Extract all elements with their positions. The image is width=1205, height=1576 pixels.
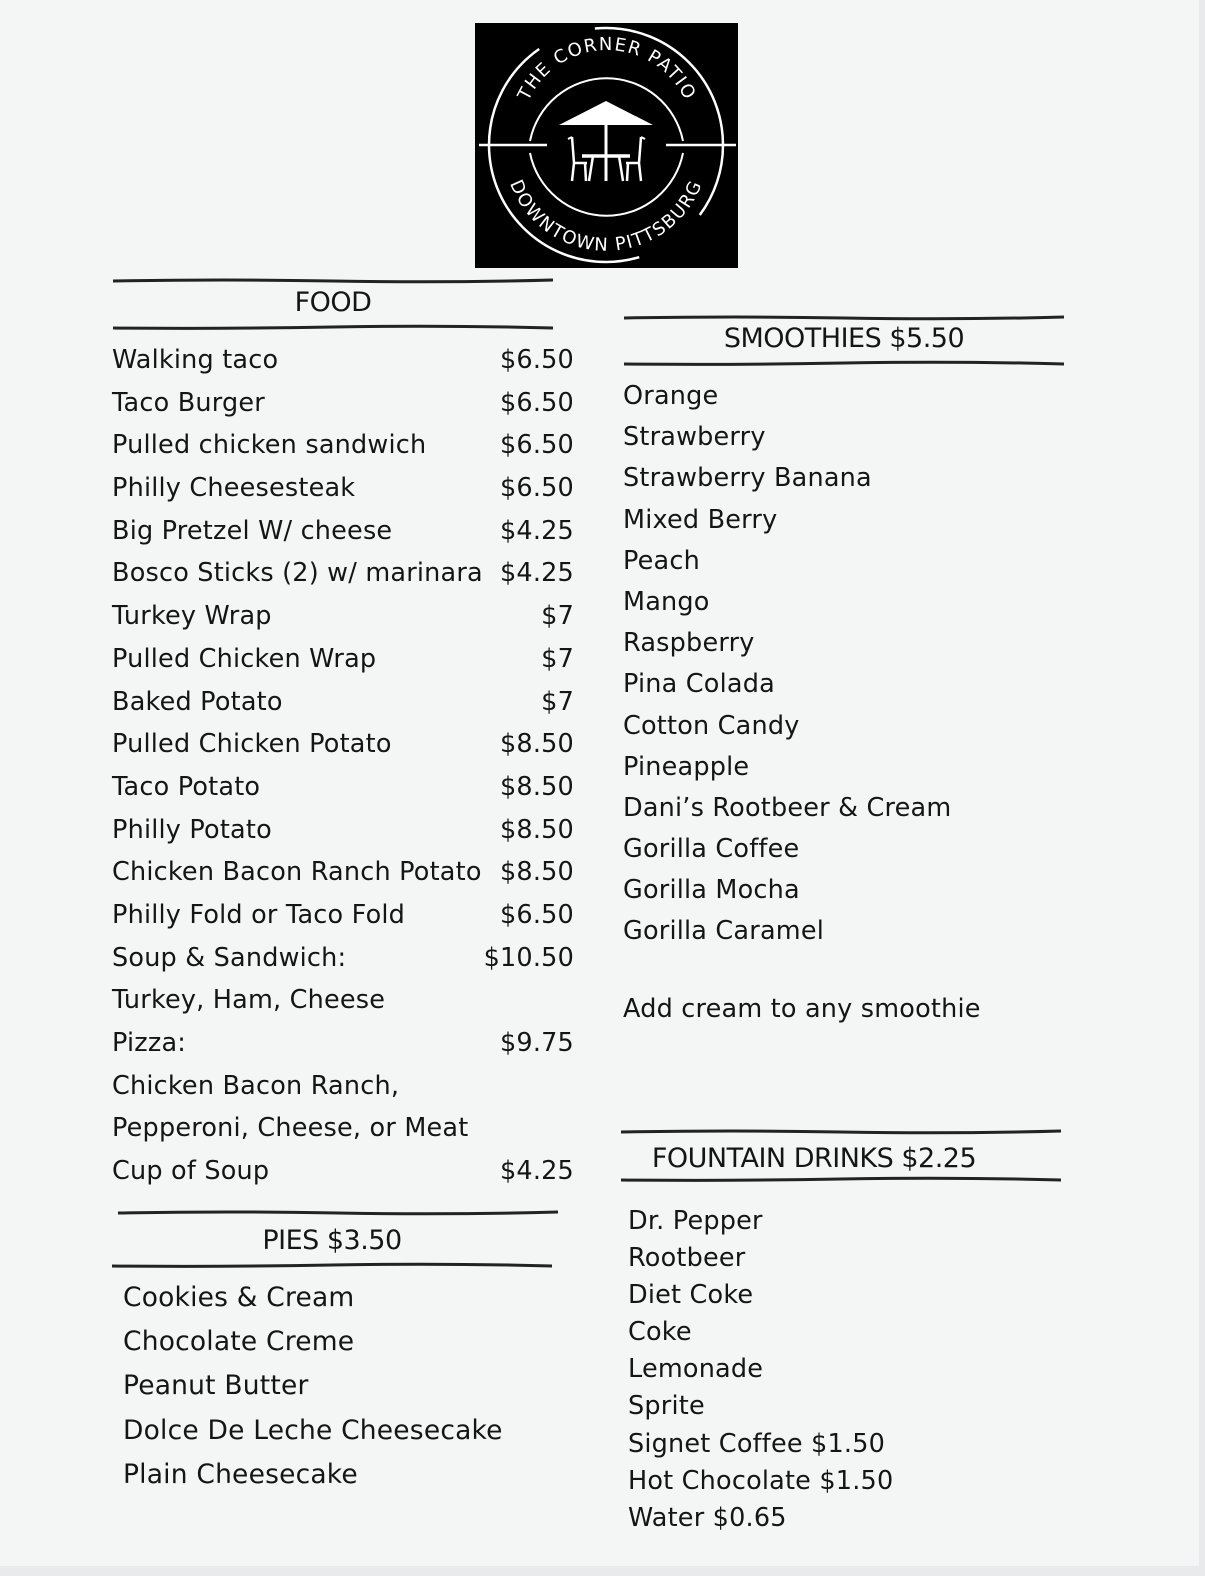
list-item: Rootbeer — [628, 1243, 746, 1274]
item-name: Pulled Chicken Potato — [112, 729, 392, 760]
item-name: Pulled Chicken Wrap — [112, 643, 377, 674]
list-item — [112, 467, 574, 510]
food-heading: FOOD — [294, 287, 372, 318]
list-item — [112, 638, 574, 681]
list-item: Lemonade — [628, 1354, 764, 1385]
item-name: Big Pretzel W/ cheese — [112, 515, 393, 546]
svg-text:THE CORNER PATIO — [513, 34, 700, 105]
list-item: Sprite — [628, 1391, 705, 1422]
list-item — [112, 894, 574, 937]
list-item — [112, 766, 574, 809]
list-item: Pineapple — [623, 751, 750, 782]
list-item — [112, 339, 574, 382]
item-name: Chicken Bacon Ranch Potato — [112, 857, 482, 888]
item-price: $8.50 — [499, 857, 574, 888]
list-item: Signet Coffee $1.50 — [628, 1428, 886, 1459]
list-item: Gorilla Caramel — [623, 916, 824, 947]
divider — [112, 1263, 552, 1269]
list-item: Strawberry — [623, 422, 766, 453]
item-price: $7 — [541, 643, 574, 674]
list-item — [112, 681, 574, 724]
item-name: Turkey, Ham, Cheese — [112, 985, 386, 1016]
list-item — [112, 1150, 574, 1193]
list-item: Water $0.65 — [628, 1502, 787, 1533]
divider — [624, 361, 1064, 367]
item-name: Philly Potato — [112, 814, 272, 845]
list-item — [112, 382, 574, 425]
logo-bottom-text: DOWNTOWN PITTSBURG — [505, 176, 707, 256]
list-item: Peach — [623, 545, 700, 576]
item-price: $8.50 — [499, 814, 574, 845]
item-price: $7 — [541, 686, 574, 717]
item-name: Pepperoni, Cheese, or Meat — [112, 1113, 469, 1144]
item-price: $6.50 — [499, 345, 574, 375]
divider — [621, 1129, 1061, 1135]
list-item: Cookies & Cream — [123, 1282, 355, 1313]
fountain-list — [628, 1203, 893, 1537]
list-item: Pina Colada — [623, 669, 775, 700]
item-price: $6.50 — [499, 387, 574, 418]
list-item: Mango — [623, 586, 710, 617]
list-item: Chocolate Creme — [123, 1326, 355, 1358]
list-item: Cotton Candy — [623, 710, 800, 741]
item-name: Soup & Sandwich: — [112, 942, 347, 973]
list-item: Orange — [623, 381, 719, 411]
list-item — [112, 723, 574, 766]
list-item: Dani’s Rootbeer & Cream — [623, 792, 952, 823]
smoothies-heading: SMOOTHIES $5.50 — [723, 323, 965, 354]
list-item: Gorilla Mocha — [623, 875, 800, 906]
divider — [624, 315, 1064, 321]
list-item: Diet Coke — [628, 1280, 754, 1311]
pies-list — [123, 1276, 503, 1497]
item-price: $9.75 — [499, 1028, 574, 1058]
item-price: $6.50 — [499, 473, 574, 504]
list-item: Coke — [628, 1317, 692, 1348]
list-item: Dolce De Leche Cheesecake — [123, 1414, 503, 1446]
list-item: Gorilla Coffee — [623, 834, 800, 865]
list-item: Dr. Pepper — [628, 1206, 763, 1236]
item-name: Cup of Soup — [112, 1156, 270, 1187]
list-item: Hot Chocolate $1.50 — [628, 1465, 894, 1496]
smoothies-list — [623, 376, 951, 953]
item-name: Pulled chicken sandwich — [112, 430, 427, 461]
list-item — [112, 1065, 574, 1108]
item-name: Philly Cheesesteak — [112, 473, 356, 504]
list-item: Mixed Berry — [623, 504, 778, 535]
item-name: Walking taco — [112, 345, 279, 375]
item-price: $7 — [541, 601, 574, 632]
divider — [113, 278, 553, 284]
item-price: $4.25 — [499, 1156, 574, 1187]
list-item — [112, 1022, 574, 1065]
patio-table-umbrella-icon — [475, 23, 738, 268]
divider — [118, 1210, 558, 1216]
list-item: Raspberry — [623, 628, 755, 659]
list-item — [112, 979, 574, 1022]
item-price: $6.50 — [499, 430, 574, 461]
divider — [113, 325, 553, 331]
logo-top-text: THE CORNER PATIO — [513, 34, 701, 104]
item-name: Bosco Sticks (2) w/ marinara — [112, 558, 483, 589]
smoothie-note: Add cream to any smoothie — [623, 994, 981, 1024]
list-item — [112, 851, 574, 894]
item-price: $4.25 — [499, 515, 574, 546]
list-item — [112, 510, 574, 553]
item-price: $6.50 — [499, 899, 574, 930]
item-name: Chicken Bacon Ranch, — [112, 1070, 400, 1101]
item-name: Baked Potato — [112, 686, 283, 717]
list-item — [112, 809, 574, 852]
divider — [621, 1177, 1061, 1183]
list-item — [112, 1107, 574, 1150]
list-item — [112, 424, 574, 467]
item-price: $8.50 — [499, 771, 574, 802]
item-price: $8.50 — [499, 729, 574, 760]
list-item: Peanut Butter — [123, 1370, 309, 1402]
list-item: Strawberry Banana — [623, 463, 872, 494]
item-price: $10.50 — [483, 942, 574, 973]
fountain-heading: FOUNTAIN DRINKS $2.25 — [651, 1143, 977, 1174]
corner-patio-logo — [475, 23, 738, 268]
item-price: $4.25 — [499, 558, 574, 589]
list-item — [112, 552, 574, 595]
pies-heading: PIES $3.50 — [262, 1225, 402, 1256]
list-item: Plain Cheesecake — [123, 1458, 358, 1490]
item-name: Taco Potato — [112, 771, 261, 802]
food-list — [112, 339, 574, 1193]
item-name: Turkey Wrap — [112, 601, 272, 632]
item-name: Pizza: — [112, 1028, 187, 1058]
list-item — [112, 937, 574, 980]
list-item — [112, 595, 574, 638]
item-name: Taco Burger — [112, 387, 265, 418]
item-name: Philly Fold or Taco Fold — [112, 899, 406, 930]
